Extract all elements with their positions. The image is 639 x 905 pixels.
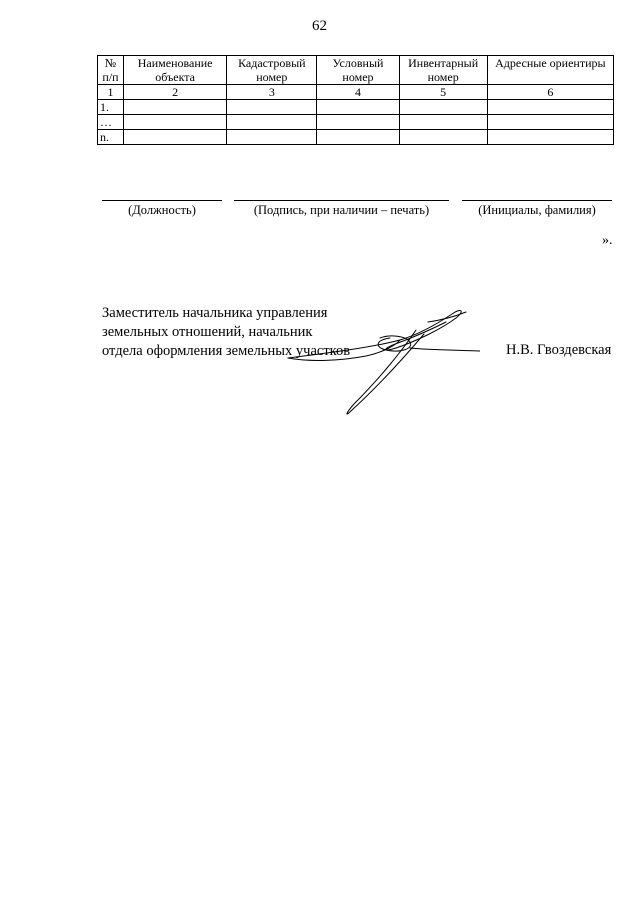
signer-position-line: отдела оформления земельных участков <box>102 343 351 359</box>
signer-position-line: земельных отношений, начальник <box>102 324 313 340</box>
column-number: 4 <box>317 85 399 100</box>
header-inventory-number: Инвентарный номер <box>399 56 487 85</box>
signature-line <box>234 200 449 201</box>
table-cell <box>399 115 487 130</box>
signature-field-label: (Подпись, при наличии – печать) <box>253 203 430 217</box>
signer-position-line: Заместитель начальника управления <box>102 305 328 321</box>
table-cell <box>317 100 399 115</box>
column-number: 3 <box>227 85 317 100</box>
closing-quote: ». <box>602 233 613 248</box>
header-object-name: Наименование объекта <box>124 56 227 85</box>
table-cell <box>227 115 317 130</box>
handwritten-signature <box>280 296 480 421</box>
position-field-label: (Должность) <box>128 203 196 217</box>
table-cell <box>487 130 613 145</box>
page-number: 62 <box>312 18 327 34</box>
signer-name: Н.В. Гвоздевская <box>506 342 612 358</box>
header-row-number: № п/п <box>98 56 124 85</box>
name-line <box>462 200 612 201</box>
position-line <box>102 200 222 201</box>
table-cell <box>317 130 399 145</box>
table-cell: n. <box>98 130 124 145</box>
header-cadastral-number: Кадастровый номер <box>227 56 317 85</box>
table-row <box>98 100 614 115</box>
column-number: 6 <box>487 85 613 100</box>
table-row <box>98 130 614 145</box>
table-cell <box>124 100 227 115</box>
table-cell <box>124 115 227 130</box>
table-cell: … <box>98 115 124 130</box>
table-cell <box>399 100 487 115</box>
table-cell <box>399 130 487 145</box>
header-address: Адресные ориентиры <box>487 56 613 85</box>
header-conditional-number: Условный номер <box>317 56 399 85</box>
table-cell <box>227 100 317 115</box>
objects-table <box>97 55 614 145</box>
table-cell <box>487 100 613 115</box>
table-cell <box>227 130 317 145</box>
column-number: 5 <box>399 85 487 100</box>
column-number: 1 <box>98 85 124 100</box>
table-cell <box>317 115 399 130</box>
table-cell <box>124 130 227 145</box>
table-row <box>98 115 614 130</box>
table-cell <box>487 115 613 130</box>
column-number: 2 <box>124 85 227 100</box>
column-number-row <box>98 85 614 100</box>
name-field-label: (Инициалы, фамилия) <box>478 203 596 217</box>
table-cell: 1. <box>98 100 124 115</box>
table-header-row <box>98 56 614 85</box>
